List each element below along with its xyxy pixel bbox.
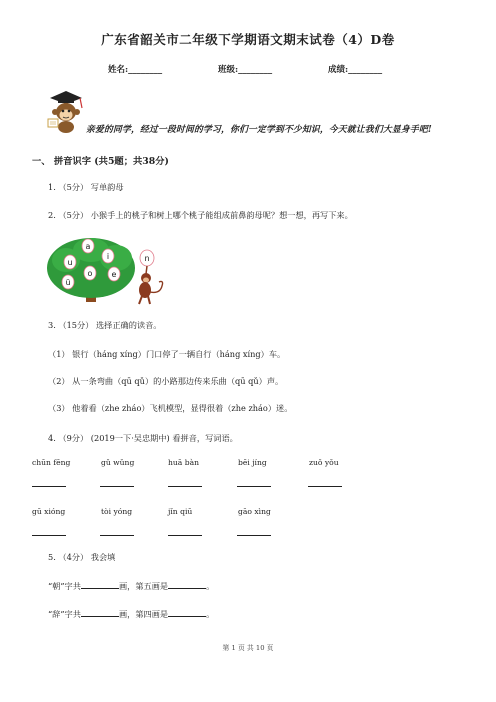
answer-blank[interactable] [100,535,134,536]
peach-v [62,275,74,289]
question-1: 1. （5分） 写单韵母 [48,182,124,192]
stroke-name-blank[interactable] [168,608,206,617]
q3-item-1: （1） 银行（háng xíng）门口停了一辆自行（háng xíng）车。 [48,349,286,359]
graduate-mascot-icon [44,88,88,134]
peach-o [84,266,96,280]
peach-a [82,239,94,253]
question-4: 4. （9分） (2019一下·吴忠期中) 看拼音，写词语。 [48,433,238,443]
answer-blank[interactable] [168,486,202,487]
score-field[interactable]: 成绩:________ [328,65,383,75]
monkey-icon [139,250,163,304]
pinyin-label: gāo xìng [238,507,271,516]
q5-line2-mid: 画，第四画是 [118,609,169,619]
section-heading: 一、 拼音识字 (共5题；共38分) [32,156,169,167]
question-5: 5. （4分） 我会填 [48,552,116,562]
q5-line1-end: 。 [206,581,215,591]
peach-letter: i [106,252,110,261]
pinyin-label: chūn fēng [32,458,71,467]
peach-letter: a [85,242,91,251]
peach-i [102,249,114,263]
pinyin-label: huā bàn [168,458,200,467]
peach-e [108,267,120,281]
page-title: 广东省韶关市二年级下学期语文期末试卷（4）D卷 [101,32,395,47]
stroke-count-blank[interactable] [81,608,119,617]
answer-blank[interactable] [237,486,271,487]
page-footer: 第 1 页 共 10 页 [222,644,274,652]
q5-line2-prefix: “辞”字共 [48,609,81,619]
answer-blank[interactable] [168,535,202,536]
monkey-peach-letter: n [144,254,150,263]
q5-line-1 [48,580,214,592]
pinyin-label: gǔ wǔng [101,458,135,467]
answer-blank[interactable] [32,486,66,487]
name-field[interactable]: 姓名:________ [108,65,163,75]
peach-letter: e [111,270,117,279]
q5-line-2 [48,608,214,620]
class-field[interactable]: 班级:________ [218,65,273,75]
intro-text: 亲爱的同学，经过一段时间的学习，你们一定学到不少知识，今天就让我们大显身手吧! [86,125,432,135]
pinyin-label: jǐn qiū [168,507,193,516]
q3-item-3: （3） 他着看（zhe zháo）飞机模型，显得很着（zhe zháo）迷。 [48,403,293,413]
pinyin-label: gū xióng [32,507,66,516]
q5-line1-prefix: “朝”字共 [48,581,81,591]
peach-letter: ü [65,278,71,287]
answer-blank[interactable] [237,535,271,536]
peach-letter: o [87,269,93,278]
answer-blank[interactable] [100,486,134,487]
peach-letter: u [67,258,73,267]
answer-blank[interactable] [308,486,342,487]
peach-u [64,255,76,269]
pinyin-label: bēi jíng [238,458,267,467]
tree-monkey-illustration [46,230,170,306]
pinyin-label: zuǒ yǒu [309,458,339,467]
stroke-name-blank[interactable] [168,580,206,589]
question-3: 3. （15分） 选择正确的读音。 [48,320,162,330]
pinyin-label: tòi yóng [101,507,133,516]
stroke-count-blank[interactable] [81,580,119,589]
question-2: 2. （5分） 小猴手上的桃子和树上哪个桃子能组成前鼻韵母呢？想一想，再写下来。 [48,210,353,220]
q5-line1-mid: 画，第五画是 [118,581,169,591]
q3-item-2: （2） 从一条弯曲（qū qǔ）的小路那边传来乐曲（qū qǔ）声。 [48,376,284,386]
answer-blank[interactable] [32,535,66,536]
q5-line2-end: 。 [206,609,215,619]
